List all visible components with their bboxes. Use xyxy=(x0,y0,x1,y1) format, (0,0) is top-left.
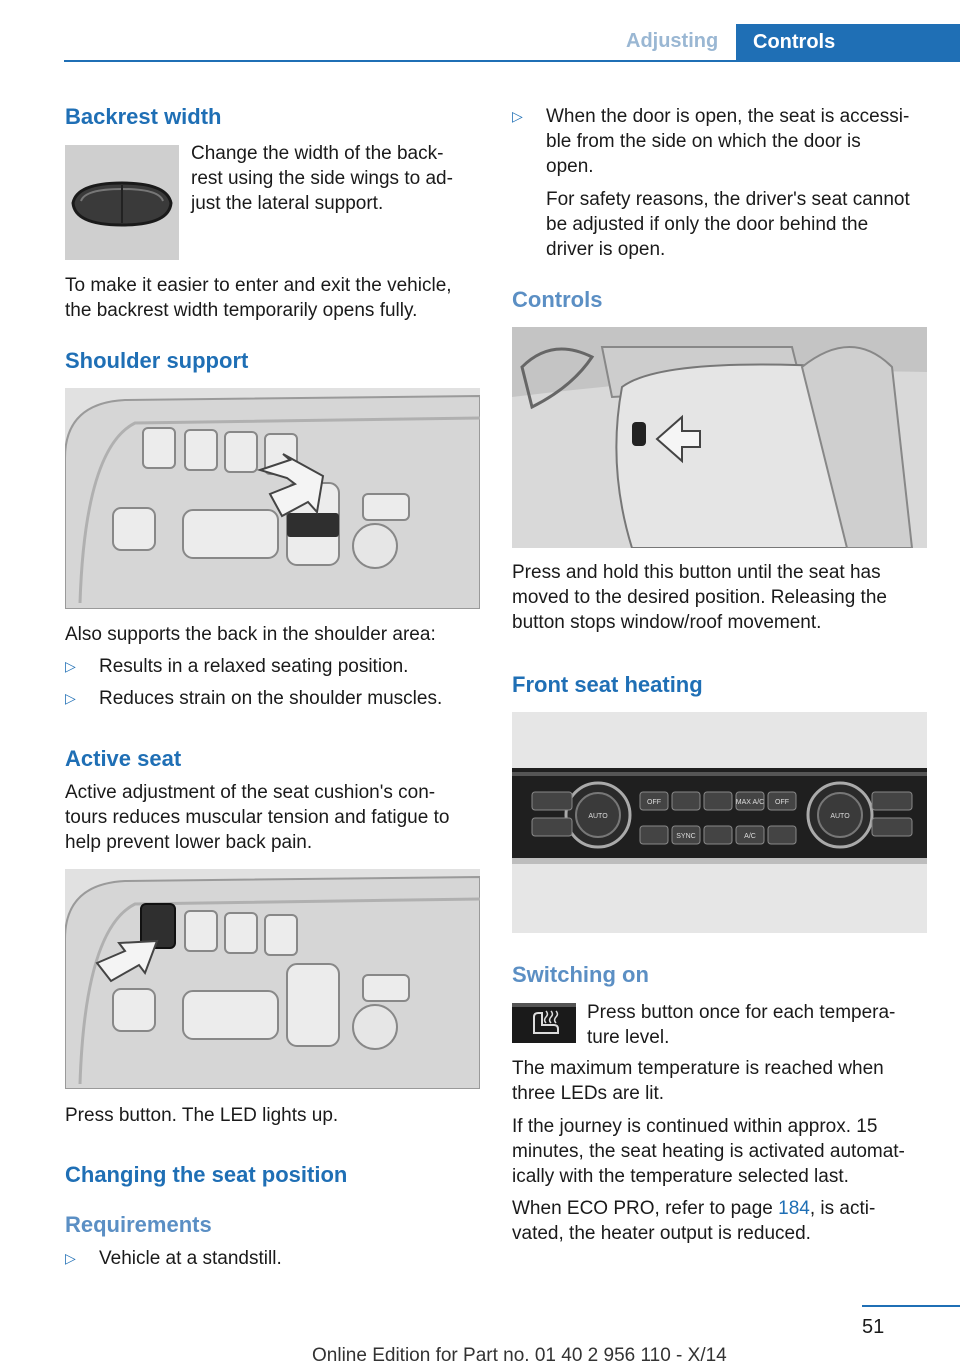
heading-front-seat-heating: Front seat heating xyxy=(512,672,703,697)
controls-text: Press and hold this button until the seat has moved to the desired position. Releasing the button stops window/roof movement. xyxy=(512,562,887,633)
active-text-3: help prevent lower back pain. xyxy=(65,832,313,853)
active-text-2: tours reduces muscular tension and fatigue to xyxy=(65,807,450,828)
footer-rule xyxy=(862,1305,960,1307)
heading-active-seat: Active seat xyxy=(65,746,182,771)
heading-shoulder-support: Shoulder support xyxy=(65,348,249,373)
active-text-1: Active adjustment of the seat cushion's con‐ xyxy=(65,782,436,803)
backrest-text-1: Change the width of the back‐ xyxy=(191,143,444,164)
seat-controls-image xyxy=(512,327,927,548)
header-section: Adjusting xyxy=(626,30,719,52)
heading-changing-seat-position: Changing the seat position xyxy=(65,1162,348,1187)
backrest-text-3: just the lateral support. xyxy=(191,193,384,214)
active-caption: Press button. The LED lights up. xyxy=(65,1105,339,1126)
heading-backrest-width: Backrest width xyxy=(65,104,222,129)
switching-para-1: The maximum temperature is reached when three LEDs are lit. xyxy=(512,1058,884,1104)
heading-switching-on: Switching on xyxy=(512,962,649,987)
shoulder-bullet-1: ▷ Results in a relaxed seating position. xyxy=(65,656,409,677)
page-number: 51 xyxy=(862,1316,885,1338)
max-ac-label: MAX A/C xyxy=(735,799,765,806)
header-tab-controls: Controls xyxy=(736,24,960,61)
auto-left-label: AUTO xyxy=(588,813,608,820)
switching-text: Press button once for each tempera‐ ture level. xyxy=(587,1002,896,1048)
climate-panel-image xyxy=(512,712,927,933)
backrest-switch-image xyxy=(65,145,179,260)
shoulder-support-image xyxy=(65,388,480,609)
active-seat-image xyxy=(65,869,480,1089)
bullet-triangle-icon: ▷ xyxy=(65,1250,76,1266)
sync-label: SYNC xyxy=(676,833,696,840)
off-right-label: OFF xyxy=(775,799,789,806)
auto-right-label: AUTO xyxy=(830,813,850,820)
seat-heating-icon xyxy=(512,1003,576,1043)
safety-note: For safety reasons, the driver's seat cannot be adjusted if only the door behind the driver is open. xyxy=(546,189,910,260)
switching-para-2: If the journey is continued within approx. 15 minutes, the seat heating is activated automat‐ ically with the temperature selected last. xyxy=(512,1116,905,1187)
header-rule xyxy=(64,60,960,62)
off-left-label: OFF xyxy=(647,799,661,806)
bullet-triangle-icon: ▷ xyxy=(512,108,523,124)
backrest-para-1: To make it easier to enter and exit the vehicle, xyxy=(65,275,452,296)
door-open-bullet: ▷ When the door is open, the seat is accessi‐ ble from the side on which the door is open. xyxy=(512,106,910,177)
requirements-bullet-1: ▷ Vehicle at a standstill. xyxy=(65,1248,282,1269)
backrest-text-2: rest using the side wings to ad‐ xyxy=(191,168,453,189)
shoulder-bullet-2: ▷ Reduces strain on the shoulder muscles. xyxy=(65,688,443,709)
backrest-para-2: the backrest width temporarily opens fully. xyxy=(65,300,418,321)
shoulder-intro: Also supports the back in the shoulder area: xyxy=(65,624,436,645)
page-184-link[interactable]: 184 xyxy=(778,1198,810,1219)
ac-label: A/C xyxy=(744,833,756,840)
footer-edition: Online Edition for Part no. 01 40 2 956 110 - X/14 xyxy=(312,1345,727,1366)
eco-pro-para: When ECO PRO, refer to page 184, is acti‐ vated, the heater output is reduced. xyxy=(512,1198,876,1244)
bullet-triangle-icon: ▷ xyxy=(65,690,76,706)
heading-requirements: Requirements xyxy=(65,1212,212,1237)
bullet-triangle-icon: ▷ xyxy=(65,658,76,674)
heading-controls: Controls xyxy=(512,287,603,312)
